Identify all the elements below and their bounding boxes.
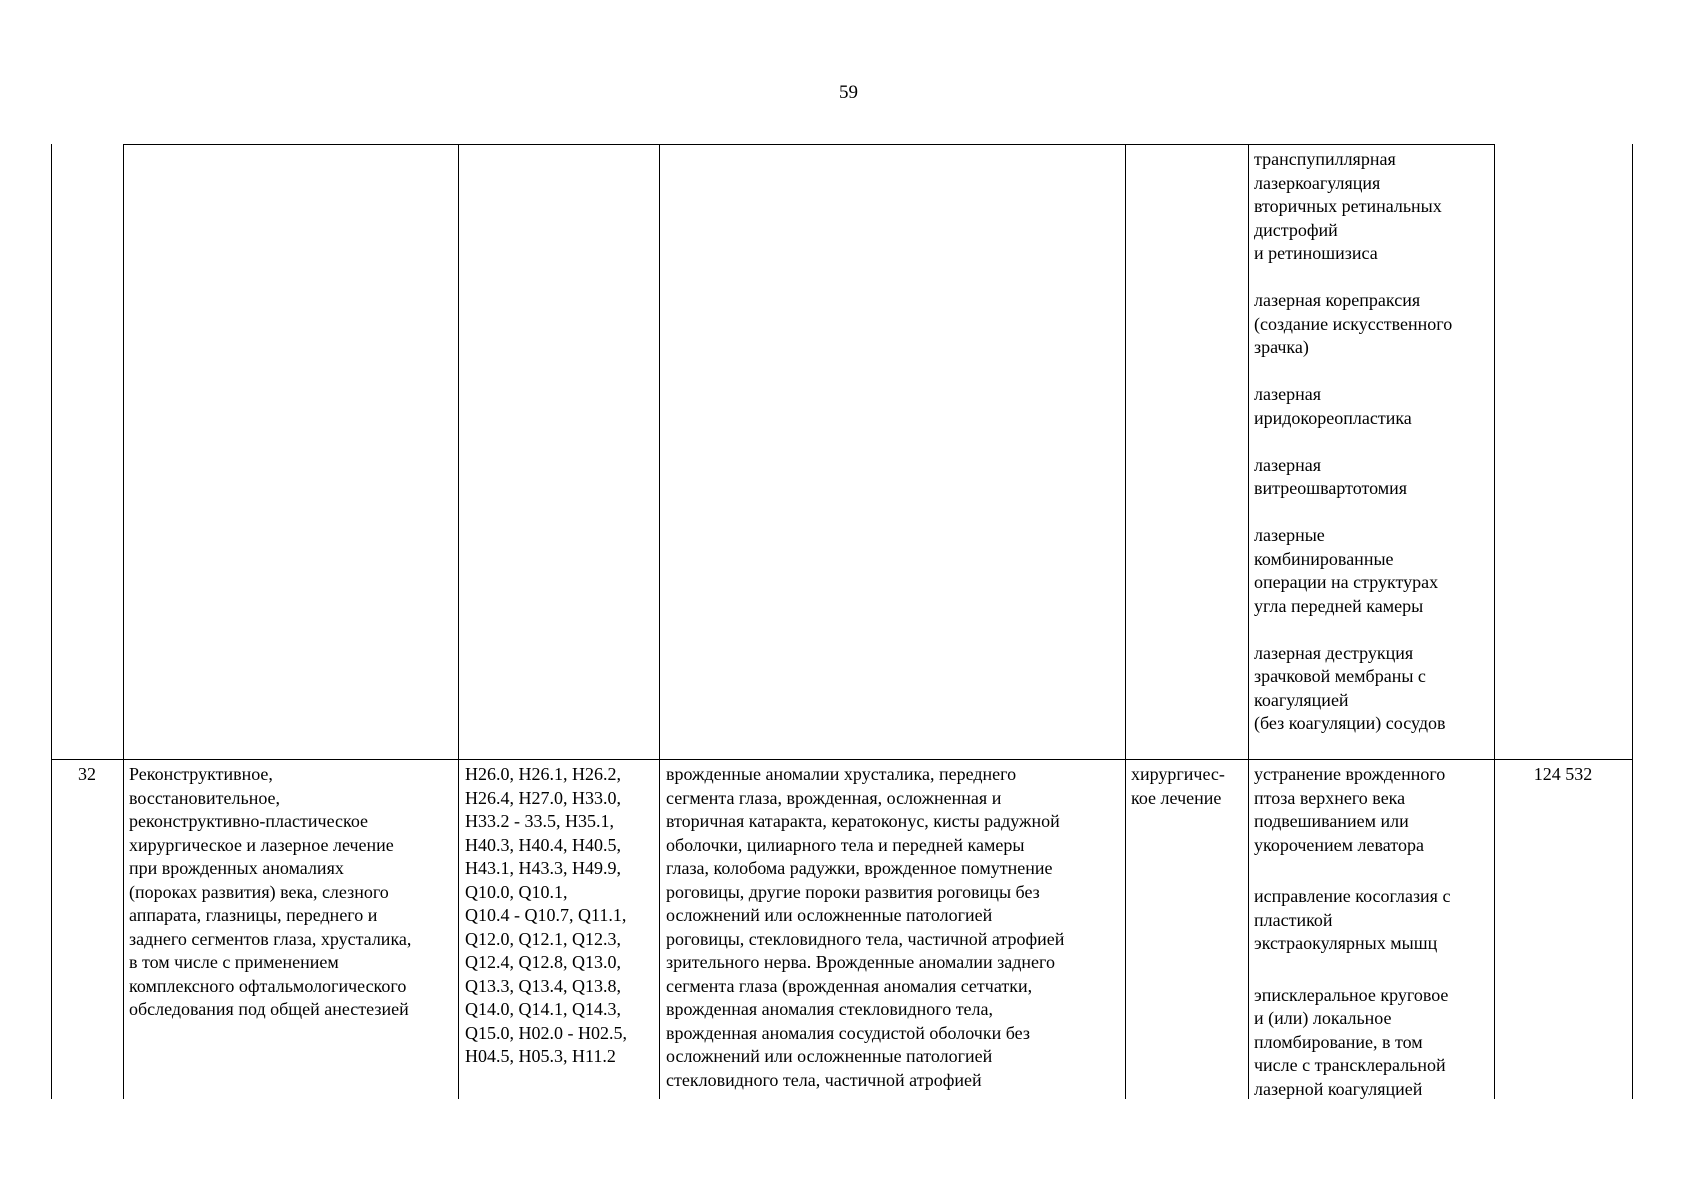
method-line: пластикой <box>1254 909 1333 930</box>
diagnosis-line: сегмента глаза, врожденная, осложненная и <box>666 787 1002 808</box>
code-line: Q15.0, H02.0 - H02.5, <box>465 1022 627 1043</box>
diagnosis-line: глаза, колобома радужки, врожденное помутнение <box>666 858 1053 878</box>
code-line: H43.1, H43.3, H49.9, <box>465 858 621 878</box>
method-line: угла передней камеры <box>1254 595 1424 616</box>
name-line: реконструктивно-пластическое <box>129 811 369 831</box>
name-line: при врожденных аномалиях <box>129 858 344 878</box>
name-line: комплексного офтальмологического <box>129 975 407 996</box>
name-line: восстановительное, <box>129 787 281 808</box>
method-line: дистрофий <box>1254 219 1338 240</box>
name-line: хирургическое и лазерное лечение <box>129 834 394 855</box>
diagnosis-line: оболочки, цилиарного тела и передней камеры <box>666 834 1025 855</box>
code-line: H26.4, H27.0, H33.0, <box>465 787 621 808</box>
table-top-border <box>123 144 1495 145</box>
icd-codes-cell <box>465 763 627 1069</box>
method-line: исправление косоглазия с <box>1254 886 1451 906</box>
page-number: 59 <box>839 82 858 103</box>
name-line: в том числе с применением <box>129 952 339 972</box>
method-line: лазеркоагуляция <box>1254 172 1381 193</box>
method-line: лазерная <box>1254 384 1321 404</box>
method-paragraph <box>1254 524 1452 618</box>
code-line: Q14.0, Q14.1, Q14.3, <box>465 999 621 1019</box>
column-divider-4 <box>1125 144 1126 1099</box>
method-line: экстраокулярных мышц <box>1254 933 1438 953</box>
method-line: транспупиллярная <box>1254 149 1396 169</box>
name-line: Реконструктивное, <box>129 764 273 784</box>
diagnosis-line: вторичная катаракта, кератоконус, кисты радужной <box>666 811 1060 831</box>
method-line: лазерные <box>1254 525 1325 545</box>
name-line: (пороках развития) века, слезного <box>129 881 389 902</box>
code-line: H33.2 - 33.5, H35.1, <box>465 811 614 831</box>
cost-value: 124 532 <box>1533 764 1593 784</box>
diagnosis-line: врожденная аномалия сосудистой оболочки без <box>666 1022 1030 1043</box>
method-paragraph <box>1254 383 1452 430</box>
row-divider <box>51 759 1633 760</box>
method-line: и ретиношизиса <box>1254 243 1378 263</box>
method-line: операции на структурах <box>1254 572 1439 592</box>
diagnosis-line: врожденные аномалии хрусталика, переднего <box>666 764 1017 784</box>
column-divider-5 <box>1248 144 1249 1099</box>
table-border-left <box>51 144 52 1099</box>
method-line: устранение врожденного <box>1254 764 1446 784</box>
diagnosis-line: врожденная аномалия стекловидного тела, <box>666 999 994 1019</box>
method-paragraph <box>1254 984 1450 1102</box>
diagnosis-line: роговицы, стекловидного тела, частичной атрофией <box>666 928 1065 949</box>
name-line: аппарата, глазницы, переднего и <box>129 905 378 925</box>
diagnosis-cell <box>666 763 1064 1092</box>
treatment-type-line: хирургичес- <box>1131 764 1225 784</box>
method-line: эписклеральное круговое <box>1254 984 1449 1005</box>
method-line: пломбирование, в том <box>1254 1031 1423 1052</box>
method-line: коагуляцией <box>1254 689 1349 710</box>
name-line: обследования под общей анестезией <box>129 999 409 1019</box>
column-divider-2 <box>458 144 459 1099</box>
diagnosis-line: осложнений или осложненные патологией <box>666 1046 993 1066</box>
method-line: зрачковой мембраны с <box>1254 666 1426 686</box>
code-line: Q12.0, Q12.1, Q12.3, <box>465 928 621 949</box>
cost-cell <box>1494 763 1632 787</box>
method-paragraph <box>1254 763 1450 857</box>
treatment-type-cell <box>1131 763 1225 810</box>
code-line: Q10.4 - Q10.7, Q11.1, <box>465 905 627 925</box>
method-line: укорочением леватора <box>1254 834 1424 855</box>
continuation-methods-cell <box>1254 148 1452 736</box>
column-divider-6 <box>1494 144 1495 1099</box>
method-paragraph <box>1254 289 1452 360</box>
method-line: витреошвартотомия <box>1254 478 1408 498</box>
method-paragraph <box>1254 454 1452 501</box>
methods-cell <box>1254 763 1450 1101</box>
method-line: лазерная <box>1254 454 1321 475</box>
method-line: лазерной коагуляцией <box>1254 1078 1423 1099</box>
code-line: H26.0, H26.1, H26.2, <box>465 764 621 784</box>
method-line: вторичных ретинальных <box>1254 196 1442 216</box>
code-line: Q12.4, Q12.8, Q13.0, <box>465 952 621 972</box>
method-line: (создание искусственного <box>1254 313 1453 334</box>
method-line: (без коагуляции) сосудов <box>1254 713 1446 733</box>
method-line: подвешиванием или <box>1254 811 1409 831</box>
code-line: Q13.3, Q13.4, Q13.8, <box>465 975 621 996</box>
diagnosis-line: стекловидного тела, частичной атрофией <box>666 1069 982 1090</box>
diagnosis-line: зрительного нерва. Врожденные аномалии заднего <box>666 952 1055 972</box>
row-number-cell <box>51 763 123 787</box>
treatment-type-line: кое лечение <box>1131 787 1222 808</box>
method-paragraph <box>1254 642 1452 736</box>
code-line: H40.3, H40.4, H40.5, <box>465 834 621 855</box>
name-line: заднего сегментов глаза, хрусталика, <box>129 928 412 949</box>
diagnosis-line: сегмента глаза (врожденная аномалия сетчатки, <box>666 975 1033 996</box>
column-divider-3 <box>659 144 660 1099</box>
method-paragraph <box>1254 885 1450 956</box>
method-line: лазерная деструкция <box>1254 642 1414 663</box>
method-line: птоза верхнего века <box>1254 787 1406 808</box>
method-paragraph <box>1254 148 1452 266</box>
code-line: H04.5, H05.3, H11.2 <box>465 1046 616 1066</box>
table-border-right <box>1632 144 1633 1099</box>
code-line: Q10.0, Q10.1, <box>465 881 568 902</box>
method-line: комбинированные <box>1254 548 1394 569</box>
method-line: зрачка) <box>1254 337 1309 357</box>
diagnosis-line: роговицы, другие пороки развития роговицы без <box>666 881 1040 902</box>
diagnosis-line: осложнений или осложненные патологией <box>666 905 993 925</box>
care-type-name-cell <box>129 763 411 1022</box>
column-divider-1 <box>123 144 124 1099</box>
method-line: лазерная корепраксия <box>1254 290 1421 310</box>
row-number: 32 <box>78 764 96 784</box>
method-line: числе с трансклеральной <box>1254 1055 1446 1075</box>
method-line: и (или) локальное <box>1254 1008 1392 1028</box>
method-line: иридокореопластика <box>1254 407 1412 428</box>
